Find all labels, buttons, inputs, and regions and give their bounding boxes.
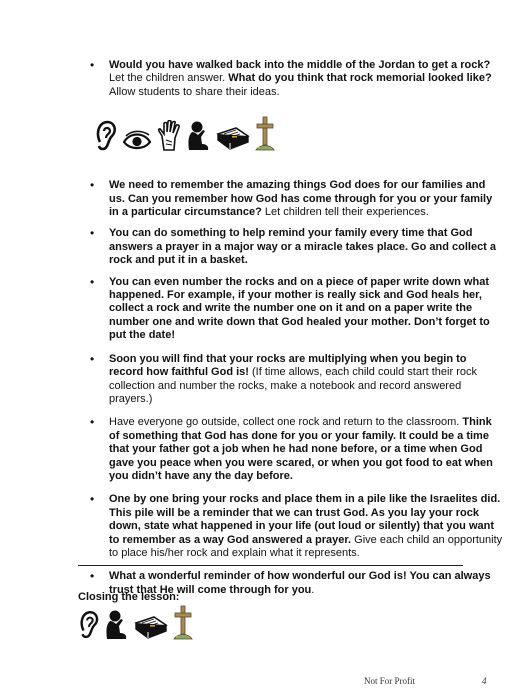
- hand-icon: [156, 120, 182, 152]
- ear-icon: [78, 609, 100, 641]
- bold-text-run: One by one bring your rocks and place them in a pile like the Israelites did. This pile will be a reminder that we can trust God. As you lay your rock down, state what happened in your life (out loud or silently) that you want to remember as a way God answered a prayer.: [109, 493, 501, 546]
- bullet-item: [88, 227, 503, 267]
- closing-heading: Closing the lesson:: [78, 591, 180, 603]
- cross-icon: [172, 605, 194, 641]
- bullet-item: [88, 276, 503, 343]
- text-run: Give each child an opportunity to place his/her rock and explain what it represents.: [109, 533, 503, 559]
- bold-text-run: What do you think that rock memorial looked like?: [228, 72, 492, 85]
- section-divider: [78, 565, 463, 566]
- cross-icon: [254, 116, 276, 152]
- bullet-parts: [109, 353, 477, 405]
- bullet-parts: [109, 493, 502, 559]
- bold-text-run: You can do something to help remind your family every time that God answers a prayer in a major way or a miracle takes place. Go and collect a rock and put it in a basket.: [109, 227, 497, 267]
- closing-icons-row: [78, 605, 194, 641]
- page-number: 4: [482, 676, 487, 686]
- text-run: Let children tell their experiences.: [261, 206, 429, 219]
- bible-icon: [134, 613, 168, 641]
- bold-text-run: Think of something that God has done for you or your family. It could be a time that your father got a job when he had none before, or a time when God gave you peace when you were scared, or when you got food to eat when you didn’t have any the day before.: [109, 416, 493, 482]
- bold-text-run: Would you have walked back into the middle of the Jordan to get a rock?: [109, 59, 491, 71]
- text-run: Have everyone go outside, collect one rock and return to the classroom.: [109, 416, 463, 429]
- praying-child-icon: [104, 609, 130, 641]
- text-run: Let the children answer.: [109, 72, 229, 85]
- text-run: (If time allows, each child could start their rock collection and number the rocks, make a notebook and record answered prayers.): [109, 366, 477, 405]
- bullet-parts: [109, 179, 492, 218]
- text-run: Allow students to share their ideas.: [109, 85, 280, 98]
- lesson-icons-row: [94, 116, 276, 152]
- bullet-parts: [109, 227, 496, 266]
- bullet-item: [88, 179, 503, 219]
- bold-text-run: You can even number the rocks and on a piece of paper write down what happened. For example, if your mother is really sick and God heals her, collect a rock and write the number one on it and on a paper write the number one and write down that God healed your mother. Don’t forget to put the date!: [109, 275, 490, 342]
- ear-icon: [94, 120, 118, 152]
- bullet-parts: [109, 59, 492, 98]
- bullet-item: [88, 353, 503, 407]
- bible-icon: [216, 124, 250, 152]
- praying-child-icon: [186, 120, 212, 152]
- bullet-item: [88, 493, 503, 560]
- footer-text: Not For Profit: [364, 676, 416, 686]
- eye-icon: [122, 130, 152, 152]
- bold-text-run: What a wonderful reminder of how wonderful our God is! You can always trust that He will come through for you: [109, 570, 491, 596]
- bullet-item: [88, 59, 503, 99]
- bold-text-run: Soon you will find that your rocks are multiplying when you begin to record how faithful God is!: [109, 352, 467, 379]
- bold-text-run: We need to remember the amazing things God does for our families and us. Can you remember how God has come through for you or your family in a particular circumstance?: [109, 179, 493, 219]
- bullet-parts: [109, 416, 493, 482]
- bullet-parts: [109, 276, 490, 342]
- text-run: .: [311, 583, 315, 596]
- bullet-item: [88, 416, 503, 483]
